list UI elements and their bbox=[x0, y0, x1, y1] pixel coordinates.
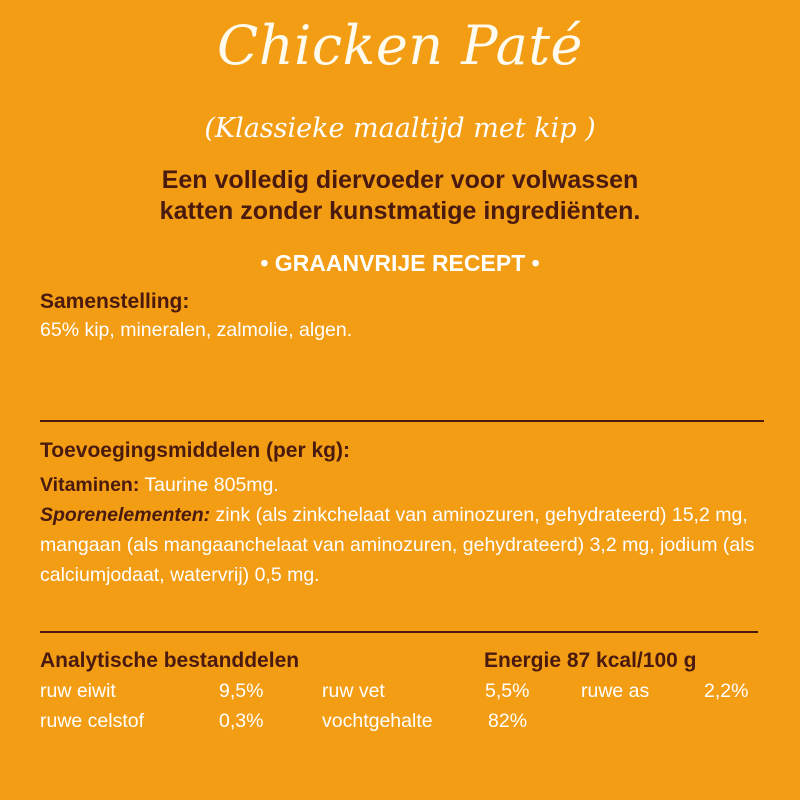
vitamins-label: Vitaminen: bbox=[40, 474, 140, 496]
trace-elements-label: Sporenelementen: bbox=[40, 504, 211, 526]
product-description bbox=[0, 165, 800, 227]
description-line: katten zonder kunstmatige ingrediënten. bbox=[159, 197, 641, 225]
vitamins-text: Taurine 805mg. bbox=[139, 474, 279, 496]
section-divider bbox=[40, 631, 758, 633]
description-line: Een volledig diervoeder voor volwassen bbox=[161, 166, 639, 194]
nutrient-label: ruwe as bbox=[581, 680, 650, 702]
nutrient-label: vochtgehalte bbox=[322, 710, 433, 732]
product-subtitle: (Klassieke maaltijd met kip ) bbox=[204, 113, 596, 144]
nutrient-value: 9,5% bbox=[219, 680, 264, 702]
nutrient-label: ruw vet bbox=[322, 680, 385, 702]
trace-elements-paragraph bbox=[40, 500, 760, 590]
nutrient-label: ruw eiwit bbox=[40, 680, 116, 702]
additives-body bbox=[40, 470, 760, 590]
analytical-heading: Analytische bestanddelen bbox=[40, 649, 300, 672]
vitamins-line bbox=[40, 470, 760, 500]
additives-heading: Toevoegingsmiddelen (per kg): bbox=[40, 439, 350, 462]
composition-text: 65% kip, mineralen, zalmolie, algen. bbox=[40, 319, 353, 341]
nutrient-label: ruwe celstof bbox=[40, 710, 145, 732]
composition-heading: Samenstelling: bbox=[40, 290, 190, 313]
nutrient-value: 0,3% bbox=[219, 710, 264, 732]
nutrient-value: 5,5% bbox=[485, 680, 530, 702]
nutrient-value: 82% bbox=[488, 710, 528, 732]
product-title: Chicken Paté bbox=[217, 14, 583, 77]
nutrient-value: 2,2% bbox=[704, 680, 749, 702]
grain-free-badge: • GRAANVRIJE RECEPT • bbox=[260, 250, 540, 276]
trace-elements-text: zink (als zinkchelaat van aminozuren, gehydrateerd) 15,2 mg, mangaan (als mangaanchelaat van aminozuren, gehydrateerd) 3,2 mg, jodium (als calciumjodaat, watervrij) 0,5 mg. bbox=[40, 504, 755, 586]
energy-value: Energie 87 kcal/100 g bbox=[484, 649, 697, 672]
section-divider bbox=[40, 420, 764, 422]
